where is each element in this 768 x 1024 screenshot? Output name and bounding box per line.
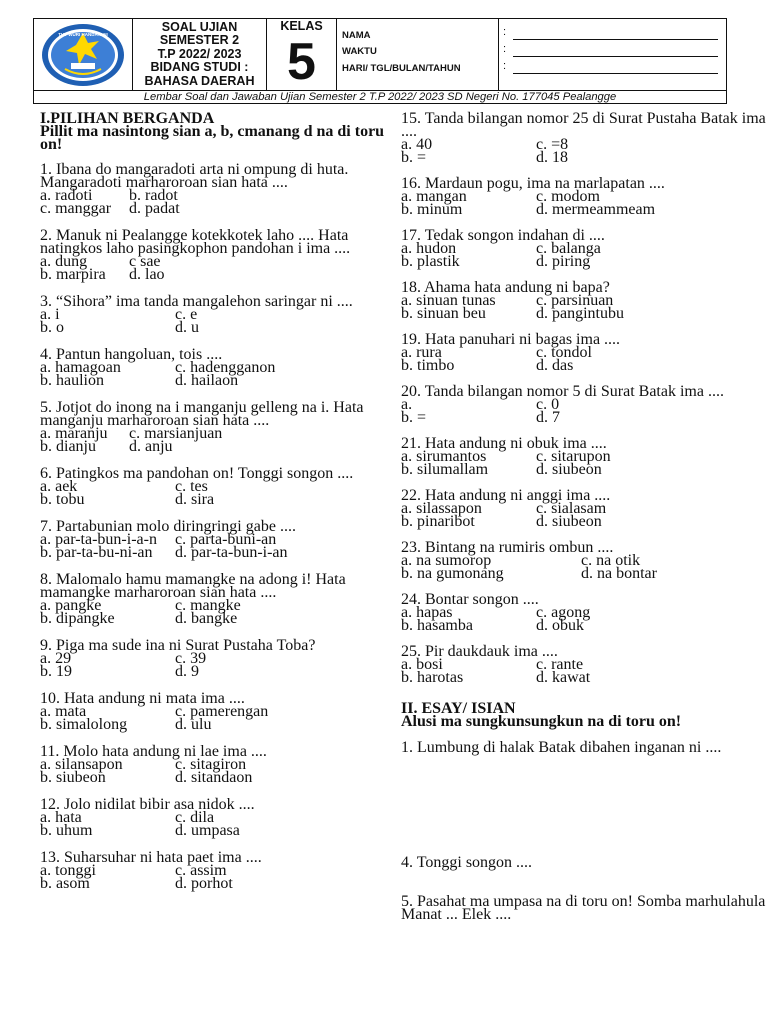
option-b: b. o <box>40 319 64 336</box>
question-text: 8. Malomalo hamu mamangke na adong i! Hata <box>40 571 346 588</box>
option-b: b. minum <box>401 201 463 218</box>
option-b: b. silumallam <box>401 461 489 478</box>
option-d: d. obuk <box>536 617 584 634</box>
option-c: c. hadengganon <box>175 359 276 376</box>
option-c: c. sitarupon <box>536 448 611 465</box>
option-b: b. harotas <box>401 669 464 686</box>
option-a: a. silansapon <box>40 756 123 773</box>
tut-wuri-handayani-logo <box>41 23 125 87</box>
option-a: a. radoti <box>40 187 93 204</box>
option-c: c. e <box>175 306 198 323</box>
option-c: c. pamerengan <box>175 703 269 720</box>
kelas-number: 5 <box>287 33 316 91</box>
option-d: d. u <box>175 319 199 336</box>
option-b: b. dipangke <box>40 610 115 627</box>
question-text: 23. Bintang na rumiris ombun .... <box>401 539 614 556</box>
option-b: b. haulion <box>40 372 104 389</box>
logo-cell <box>34 19 133 90</box>
option-d: d. padat <box>129 200 180 217</box>
option-b: b. simalolong <box>40 716 128 733</box>
option-a: a. hamagoan <box>40 359 121 376</box>
field-answers-cell <box>499 19 726 90</box>
question-text: 3. “Sihora” ima tanda mangalehon saringar ni .... <box>40 293 353 310</box>
option-d: d. umpasa <box>175 822 240 839</box>
option-b: b. asom <box>40 875 90 892</box>
title-line: T.P 2022/ 2023 <box>157 46 242 61</box>
section2-instruction: Alusi ma sungkunsungkun na di toru on! <box>401 713 682 730</box>
option-a: a. silassapon <box>401 500 482 517</box>
question-text: 22. Hata andung ni anggi ima .... <box>401 487 611 504</box>
option-b: b. = <box>401 149 427 166</box>
option-a: a. pangke <box>40 597 102 614</box>
option-b: b. sinuan beu <box>401 305 486 322</box>
option-a: a. i <box>40 306 60 323</box>
option-a: a. na sumorop <box>401 552 492 569</box>
exam-header <box>33 18 727 91</box>
question-text: 2. Manuk ni Pealangge kotekkotek laho .... Hata <box>40 227 349 244</box>
option-c: c. mangke <box>175 597 241 614</box>
option-d: d. anju <box>129 438 173 455</box>
kelas-cell <box>267 19 337 90</box>
option-d: d. das <box>536 357 574 374</box>
option-b: b. 19 <box>40 663 72 680</box>
option-a: a. rura <box>401 344 442 361</box>
option-d: d. kawat <box>536 669 591 686</box>
option-b: b. = <box>401 409 427 426</box>
logo-text: TUT WURI HANDAYANI <box>58 31 108 37</box>
option-c: c. 39 <box>175 650 207 667</box>
option-a: a. par-ta-bun-i-a-n <box>40 531 157 548</box>
question-text: 12. Jolo nidilat bibir asa nidok .... <box>40 796 255 813</box>
option-c: c. =8 <box>536 136 569 153</box>
title-line: BAHASA DAERAH <box>144 73 255 88</box>
essay-question-1: 1. Lumbung di halak Batak dibahen inganan ni .... <box>401 739 722 756</box>
field-labels-cell <box>337 19 499 90</box>
option-b: b. siubeon <box>40 769 106 786</box>
option-a: a. mata <box>40 703 87 720</box>
option-a: a. aek <box>40 478 78 495</box>
question-text: 15. Tanda bilangan nomor 25 di Surat Pustaha Batak ima <box>401 110 766 127</box>
question-text: 25. Pir daukdauk ima .... <box>401 643 558 660</box>
option-c: c. parta-buni-an <box>175 531 277 548</box>
option-b: b. par-ta-bu-ni-an <box>40 544 153 561</box>
option-c: c. dila <box>175 809 215 826</box>
question-text: Mangaradoti marharoroan sian hata .... <box>40 174 288 191</box>
field-label-hari: HARI/ TGL/BULAN/TAHUN <box>342 63 461 74</box>
option-a: a. hudon <box>401 240 457 257</box>
option-a: a. bosi <box>401 656 443 673</box>
kelas-label: KELAS <box>280 19 323 33</box>
option-c: c. parsinuan <box>536 292 614 309</box>
question-text: 20. Tanda bilangan nomor 5 di Surat Batak ima .... <box>401 383 724 400</box>
field-label-waktu: WAKTU <box>342 46 377 57</box>
option-a: a. dung <box>40 253 88 270</box>
title-line: BIDANG STUDI : <box>150 60 249 75</box>
option-c: c. 0 <box>536 396 560 413</box>
field-label-nama: NAMA <box>342 30 371 41</box>
question-text: 21. Hata andung ni obuk ima .... <box>401 435 607 452</box>
option-d: d. piring <box>536 253 591 270</box>
section1-instruction: Pillit ma nasintong sian a, b, cmanang d na di toru <box>40 123 385 140</box>
option-c: c. marsianjuan <box>129 425 223 442</box>
option-a: a. 40 <box>401 136 433 153</box>
question-text: .... <box>401 123 417 140</box>
question-text: 1. Ibana do mangaradoti arta ni ompung di huta. <box>40 161 349 178</box>
option-b: b. dianju <box>40 438 96 455</box>
option-a: a. sinuan tunas <box>401 292 496 309</box>
question-text: 11. Molo hata andung ni lae ima .... <box>40 743 267 760</box>
option-c: c. tes <box>175 478 208 495</box>
field-line-hari[interactable]: : <box>503 62 718 74</box>
option-c: c sae <box>129 253 161 270</box>
option-a: a. hata <box>40 809 82 826</box>
option-d: d. sitandaon <box>175 769 253 786</box>
option-d: d. mermeammeam <box>536 201 656 218</box>
exam-title-cell <box>133 19 267 90</box>
essay-question-5: 5. Pasahat ma umpasa na di toru on! Somba marhulahula <box>401 893 766 910</box>
option-b: b. tobu <box>40 491 85 508</box>
option-d: d. lao <box>129 266 165 283</box>
title-line: SEMESTER 2 <box>159 33 240 48</box>
question-text: 19. Hata panuhari ni bagas ima .... <box>401 331 621 348</box>
question-text: 5. Jotjot do inong na i manganju gelleng na i. Hata <box>40 399 364 416</box>
option-a: a. hapas <box>401 604 453 621</box>
option-b: b. marpira <box>40 266 106 283</box>
section1-instruction: on! <box>40 136 63 153</box>
option-b: b. na gumonang <box>401 565 504 582</box>
option-a: a. maranju <box>40 425 108 442</box>
option-d: d. na bontar <box>581 565 657 582</box>
question-text: 16. Mardaun pogu, ima na marlapatan .... <box>401 175 665 192</box>
option-a: a. 29 <box>40 650 72 667</box>
option-c: c. sialasam <box>536 500 607 517</box>
title-line: SOAL UJIAN <box>161 19 238 34</box>
option-b: b. pinaribot <box>401 513 475 530</box>
option-d: d. siubeon <box>536 461 602 478</box>
question-text: 18. Ahama hata andung ni bapa? <box>401 279 610 296</box>
option-d: d. 9 <box>175 663 199 680</box>
option-b: b. plastik <box>401 253 460 270</box>
option-c: c. agong <box>536 604 591 621</box>
option-d: d. 7 <box>536 409 560 426</box>
option-c: c. na otik <box>581 552 641 569</box>
option-c: c. tondol <box>536 344 592 361</box>
option-b: b. uhum <box>40 822 93 839</box>
field-line-waktu[interactable]: : <box>503 45 718 57</box>
option-d: d. siubeon <box>536 513 602 530</box>
option-c: c. assim <box>175 862 227 879</box>
option-b: c. manggar <box>40 200 112 217</box>
option-b: b. hasamba <box>401 617 473 634</box>
option-c: b. radot <box>129 187 178 204</box>
option-c: c. modom <box>536 188 600 205</box>
question-text: 4. Pantun hangoluan, tois .... <box>40 346 223 363</box>
option-a: a. mangan <box>401 188 467 205</box>
option-a: a. sirumantos <box>401 448 487 465</box>
question-text: 7. Partabunian molo diringringi gabe .... <box>40 518 296 535</box>
question-text: 9. Piga ma sude ina ni Surat Pustaha Toba? <box>40 637 316 654</box>
question-text: 6. Patingkos ma pandohan on! Tonggi songon .... <box>40 465 354 482</box>
option-b: b. timbo <box>401 357 455 374</box>
sheet-subtitle: Lembar Soal dan Jawaban Ujian Semester 2 T.P 2022/ 2023 SD Negeri No. 177045 Pealangge <box>33 91 727 104</box>
question-text: 17. Tedak songon indahan di .... <box>401 227 605 244</box>
field-line-nama[interactable]: : <box>503 28 718 40</box>
section1-title: I.PILIHAN BERGANDA <box>40 110 215 127</box>
essay-question-4: 4. Tonggi songon .... <box>401 854 533 871</box>
option-d: d. porhot <box>175 875 233 892</box>
option-d: d. pangintubu <box>536 305 624 322</box>
section2-title: II. ESAY/ ISIAN <box>401 700 516 717</box>
option-c: c. balanga <box>536 240 601 257</box>
option-a: a. <box>401 396 413 413</box>
option-d: d. par-ta-bun-i-an <box>175 544 288 561</box>
essay-question-5: Manat ... Elek .... <box>401 906 512 923</box>
option-a: a. tonggi <box>40 862 96 879</box>
question-text: mamangke marharoroan sian hata .... <box>40 584 277 601</box>
option-d: d. sira <box>175 491 215 508</box>
option-c: c. rante <box>536 656 584 673</box>
question-text: manganju marharoroan sian hata .... <box>40 412 270 429</box>
option-d: d. 18 <box>536 149 568 166</box>
question-text: 24. Bontar songon .... <box>401 591 539 608</box>
option-d: d. ulu <box>175 716 212 733</box>
option-d: d. bangke <box>175 610 238 627</box>
option-c: c. sitagiron <box>175 756 247 773</box>
question-text: natingkos laho pasingkophon pandohan i ima .... <box>40 240 351 257</box>
question-text: 13. Suharsuhar ni hata paet ima .... <box>40 849 262 866</box>
option-d: d. hailaon <box>175 372 239 389</box>
question-text: 10. Hata andung ni mata ima .... <box>40 690 245 707</box>
